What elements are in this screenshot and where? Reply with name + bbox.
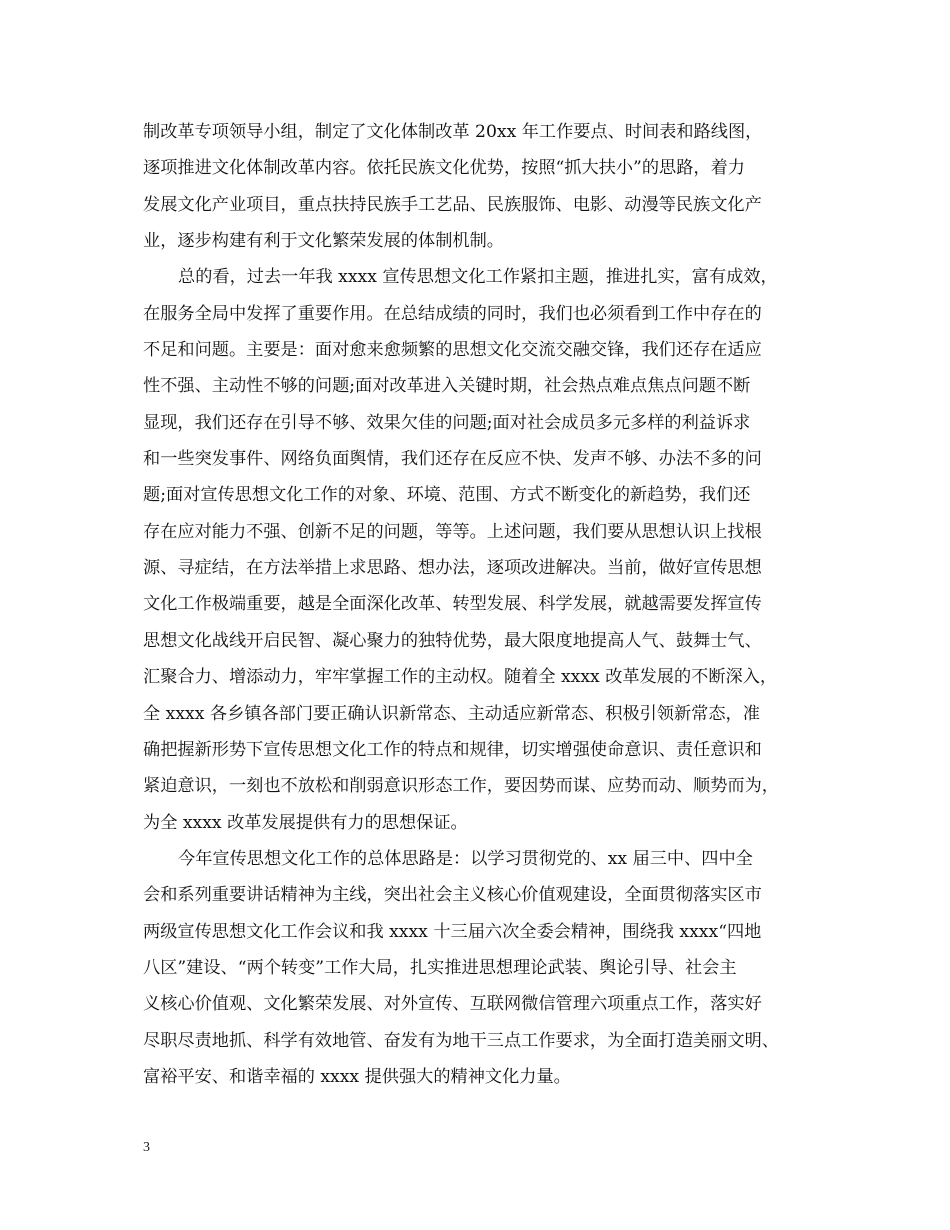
paragraph-2-line-7: 题;面对宣传思想文化工作的对象、环境、范围、方式不断变化的新趋势，我们还 bbox=[143, 485, 751, 506]
paragraph-1-line-4: 业，逐步构建有利于文化繁荣发展的体制机制。 bbox=[143, 231, 504, 252]
paragraph-2-line-16: 为全 xxxx 改革发展提供有力的思想保证。 bbox=[143, 812, 468, 833]
paragraph-3-line-6: 尽职尽责地抓、科学有效地管、奋发有为地干三点工作要求，为全面打造美丽文明、 bbox=[143, 1030, 779, 1051]
paragraph-1-line-2: 逐项推进文化体制改革内容。依托民族文化优势，按照“抓大扶小”的思路，着力 bbox=[143, 158, 745, 179]
paragraph-2-line-8: 存在应对能力不强、创新不足的问题，等等。上述问题，我们要从思想认识上找根 bbox=[143, 521, 762, 542]
paragraph-2-line-5: 显现，我们还存在引导不够、效果欠佳的问题;面对社会成员多元多样的利益诉求 bbox=[143, 412, 751, 433]
paragraph-3-line-1: 今年宣传思想文化工作的总体思路是：以学习贯彻党的、xx 届三中、四中全 bbox=[178, 848, 753, 869]
paragraph-2-line-1: 总的看，过去一年我 xxxx 宣传思想文化工作紧扣主题，推进扎实，富有成效， bbox=[178, 267, 778, 288]
body-text bbox=[143, 114, 823, 1095]
paragraph-2-line-13: 全 xxxx 各乡镇各部门要正确认识新常态、主动适应新常态、积极引领新常态，准 bbox=[143, 703, 760, 724]
paragraph-2-line-4: 性不强、主动性不够的问题;面对改革进入关键时期，社会热点难点焦点问题不断 bbox=[143, 376, 751, 397]
paragraph-1-line-1: 制改革专项领导小组，制定了文化体制改革 20xx 年工作要点、时间表和路线图， bbox=[143, 122, 763, 142]
paragraph-2-line-10: 文化工作极端重要，越是全面深化改革、转型发展、科学发展，就越需要发挥宣传 bbox=[143, 594, 762, 615]
paragraph-3-line-2: 会和系列重要讲话精神为主线，突出社会主义核心价值观建设，全面贯彻落实区市 bbox=[143, 885, 762, 906]
paragraph-2-line-11: 思想文化战线开启民智、凝心聚力的独特优势，最大限度地提高人气、鼓舞士气、 bbox=[143, 630, 762, 651]
page-number: 3 bbox=[143, 1140, 150, 1155]
paragraph-3-line-4: 八区”建设、“两个转变”工作大局，扎实推进思想理论武装、舆论引导、社会主 bbox=[143, 957, 737, 978]
paragraph-2-line-14: 确把握新形势下宣传思想文化工作的特点和规律，切实增强使命意识、责任意识和 bbox=[143, 739, 762, 760]
paragraph-2-line-6: 和一些突发事件、网络负面舆情，我们还存在反应不快、发声不够、办法不多的问 bbox=[143, 449, 762, 470]
paragraph-3-line-7: 富裕平安、和谐幸福的 xxxx 提供强大的精神文化力量。 bbox=[143, 1066, 571, 1087]
paragraph-3-line-3: 两级宣传思想文化工作会议和我 xxxx 十三届六次全委会精神，围绕我 xxxx“四地 bbox=[143, 921, 762, 942]
paragraph-2-line-3: 不足和问题。主要是：面对愈来愈频繁的思想文化交流交融交锋，我们还存在适应 bbox=[143, 340, 762, 361]
paragraph-2-line-9: 源、寻症结，在方法举措上求思路、想办法，逐项改进解决。当前，做好宣传思想 bbox=[143, 558, 762, 579]
paragraph-3-line-5: 义核心价值观、文化繁荣发展、对外宣传、互联网微信管理六项重点工作，落实好 bbox=[143, 994, 762, 1015]
paragraph-2-line-2: 在服务全局中发挥了重要作用。在总结成绩的同时，我们也必须看到工作中存在的 bbox=[143, 303, 762, 324]
paragraph-2-line-15: 紧迫意识，一刻也不放松和削弱意识形态工作，要因势而谋、应势而动、顺势而为， bbox=[143, 776, 779, 797]
paragraph-2-line-12: 汇聚合力、增添动力，牢牢掌握工作的主动权。随着全 xxxx 改革发展的不断深入， bbox=[143, 667, 778, 688]
paragraph-1-line-3: 发展文化产业项目，重点扶持民族手工艺品、民族服饰、电影、动漫等民族文化产 bbox=[143, 194, 762, 215]
